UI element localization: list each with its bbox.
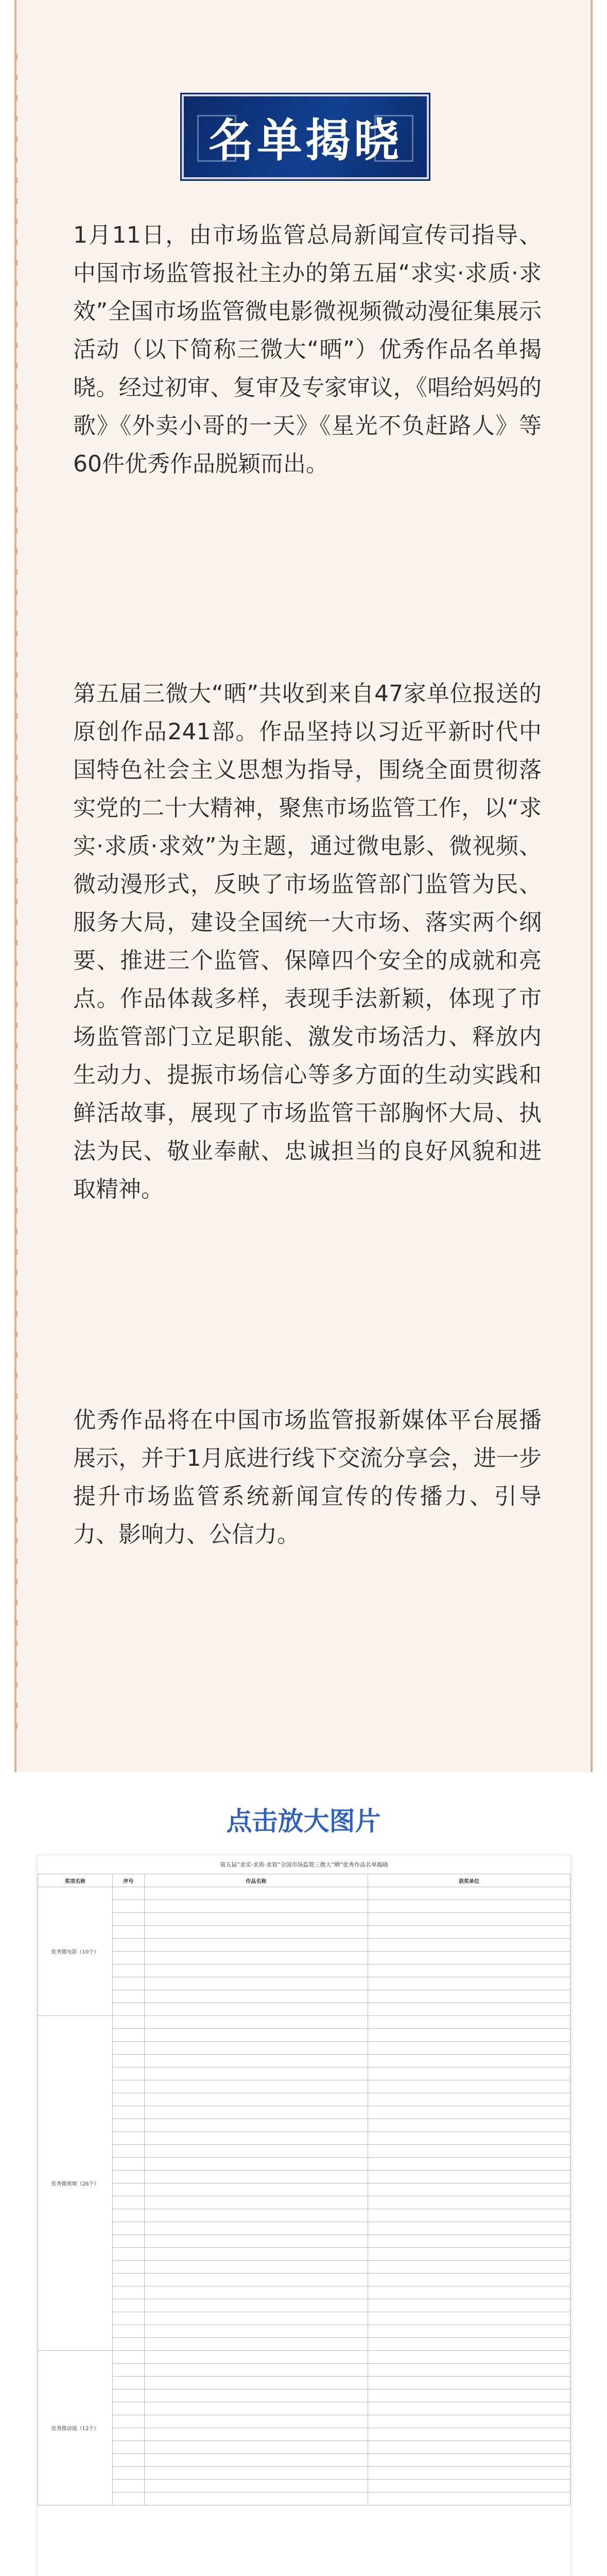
- table-cell: [368, 2377, 570, 2389]
- table-cell: [112, 2325, 144, 2338]
- award-category: 优秀微视频（26个）: [38, 2016, 113, 2351]
- table-row: [38, 2222, 570, 2235]
- table-cell: [368, 1913, 570, 1926]
- table-row: [38, 2235, 570, 2248]
- table-cell: [368, 2183, 570, 2196]
- table-cell: [368, 2080, 570, 2093]
- table-cell: [112, 1887, 144, 1900]
- table-row: [38, 2171, 570, 2183]
- table-cell: [368, 1964, 570, 1977]
- table-cell: [112, 2171, 144, 2183]
- table-row: [38, 2415, 570, 2428]
- award-category: 优秀微电影（10个）: [38, 1887, 113, 2016]
- col-header-award: 奖项名称: [38, 1874, 113, 1887]
- table-row: [38, 2299, 570, 2312]
- table-cell: [368, 2196, 570, 2209]
- table-cell: [144, 1939, 368, 1952]
- table-cell: [144, 2171, 368, 2183]
- table-cell: [112, 2067, 144, 2080]
- table-row: [38, 2261, 570, 2274]
- table-cell: [112, 2183, 144, 2196]
- table-cell: [112, 2132, 144, 2145]
- table-cell: [112, 1990, 144, 2003]
- table-cell: [144, 2467, 368, 2480]
- table-row: [38, 2042, 570, 2055]
- table-cell: [368, 2209, 570, 2222]
- table-cell: [368, 2003, 570, 2016]
- table-cell: [112, 2493, 144, 2505]
- table-cell: [144, 2209, 368, 2222]
- table-cell: [144, 2351, 368, 2364]
- table-cell: [112, 2106, 144, 2119]
- table-row: [38, 2119, 570, 2132]
- table-row: [38, 2080, 570, 2093]
- table-cell: [112, 2196, 144, 2209]
- table-cell: [144, 2183, 368, 2196]
- banner-frame-decoration-left: [197, 115, 236, 162]
- award-category: 优秀微动漫（12个）: [38, 2351, 113, 2505]
- table-cell: [112, 2248, 144, 2261]
- table-row: [38, 2183, 570, 2196]
- table-cell: [144, 2364, 368, 2377]
- table-cell: [368, 2467, 570, 2480]
- table-row: [38, 2029, 570, 2042]
- table-cell: [368, 2389, 570, 2402]
- table-row: [38, 2312, 570, 2325]
- table-cell: [112, 2338, 144, 2351]
- table-cell: [144, 1977, 368, 1990]
- table-cell: [144, 2480, 368, 2493]
- table-cell: [144, 2132, 368, 2145]
- table-cell: [144, 2261, 368, 2274]
- table-cell: [112, 1964, 144, 1977]
- table-row: [38, 2196, 570, 2209]
- table-cell: [144, 1952, 368, 1964]
- table-cell: [368, 2158, 570, 2171]
- table-row: [38, 1952, 570, 1964]
- table-cell: [368, 2493, 570, 2505]
- table-row: [38, 2454, 570, 2467]
- table-cell: [368, 2364, 570, 2377]
- table-cell: [368, 1952, 570, 1964]
- table-cell: [144, 1913, 368, 1926]
- table-row: [38, 2480, 570, 2493]
- article-paragraph-1: 1月11日，由市场监管总局新闻宣传司指导、中国市场监管报社主办的第五届“求实·求质·求效”全国市场监管微电影微视频微动漫征集展示活动（以下简称三微大“晒”）优秀作品名单揭晓。经过初审、复审及专家审议，《唱给妈妈的歌》《外卖小哥的一天》《星光不负赶路人》等60件优秀作品脱颖而出。: [73, 222, 542, 477]
- table-cell: [368, 2428, 570, 2441]
- table-cell: [144, 2389, 368, 2402]
- table-cell: [368, 2222, 570, 2235]
- zoom-image-link[interactable]: 点击放大图片: [226, 1806, 381, 1836]
- table-cell: [112, 2274, 144, 2286]
- table-cell: [112, 2402, 144, 2415]
- table-cell: [144, 2493, 368, 2505]
- table-cell: [112, 2222, 144, 2235]
- table-cell: [144, 2158, 368, 2171]
- table-cell: [112, 2209, 144, 2222]
- table-cell: [368, 2145, 570, 2158]
- table-cell: [368, 2338, 570, 2351]
- table-cell: [144, 2248, 368, 2261]
- table-row: [38, 2003, 570, 2016]
- table-cell: [144, 2299, 368, 2312]
- table-cell: [112, 2364, 144, 2377]
- table-row: [38, 1900, 570, 1913]
- table-cell: [368, 2016, 570, 2029]
- table-cell: [144, 2093, 368, 2106]
- col-header-work: 作品名称: [144, 1874, 368, 1887]
- table-cell: [144, 2235, 368, 2248]
- table-cell: [144, 1926, 368, 1939]
- table-cell: [368, 2415, 570, 2428]
- table-cell: [144, 2119, 368, 2132]
- table-cell: [368, 2055, 570, 2067]
- table-cell: [112, 2377, 144, 2389]
- table-cell: [112, 2428, 144, 2441]
- table-cell: [144, 2325, 368, 2338]
- table-cell: [144, 2055, 368, 2067]
- table-cell: [144, 2042, 368, 2055]
- article-paragraph-3: 优秀作品将在中国市场监管报新媒体平台展播展示，并于1月底进行线下交流分享会，进一步提升市场监管系统新闻宣传的传播力、引导力、影响力、公信力。: [73, 1407, 542, 1548]
- winners-table: [38, 1874, 570, 2505]
- table-row: [38, 1926, 570, 1939]
- winners-list-image[interactable]: [37, 1855, 571, 2576]
- table-cell: [112, 2415, 144, 2428]
- table-cell: [112, 2480, 144, 2493]
- banner-title: 名单揭晓: [208, 113, 402, 167]
- table-row: [38, 1913, 570, 1926]
- table-cell: [112, 2093, 144, 2106]
- table-cell: [112, 2042, 144, 2055]
- table-cell: [144, 2338, 368, 2351]
- table-row: [38, 1977, 570, 1990]
- table-cell: [144, 1990, 368, 2003]
- table-cell: [368, 2042, 570, 2055]
- announcement-banner: [180, 93, 430, 181]
- table-cell: [368, 2029, 570, 2042]
- col-header-index: 序号: [112, 1874, 144, 1887]
- table-cell: [368, 2106, 570, 2119]
- table-cell: [368, 2067, 570, 2080]
- table-cell: [144, 2286, 368, 2299]
- table-cell: [144, 2274, 368, 2286]
- table-cell: [368, 2132, 570, 2145]
- table-row: [38, 2351, 570, 2364]
- table-cell: [112, 2003, 144, 2016]
- table-cell: [368, 2235, 570, 2248]
- table-cell: [368, 2454, 570, 2467]
- table-row: [38, 2055, 570, 2067]
- table-cell: [112, 2286, 144, 2299]
- table-cell: [112, 2029, 144, 2042]
- table-cell: [112, 2389, 144, 2402]
- table-cell: [112, 2351, 144, 2364]
- table-cell: [112, 2299, 144, 2312]
- table-cell: [368, 2351, 570, 2364]
- table-cell: [112, 1977, 144, 1990]
- table-cell: [112, 1952, 144, 1964]
- table-cell: [144, 2222, 368, 2235]
- table-row: [38, 1939, 570, 1952]
- table-cell: [144, 2312, 368, 2325]
- table-cell: [112, 1900, 144, 1913]
- table-cell: [368, 1887, 570, 1900]
- table-cell: [144, 2016, 368, 2029]
- table-cell: [112, 2016, 144, 2029]
- table-cell: [112, 2235, 144, 2248]
- table-row: [38, 2145, 570, 2158]
- table-cell: [112, 1913, 144, 1926]
- table-cell: [144, 2402, 368, 2415]
- col-header-unit: 获奖单位: [368, 1874, 570, 1887]
- table-cell: [368, 1939, 570, 1952]
- table-row: [38, 2402, 570, 2415]
- table-row: [38, 2132, 570, 2145]
- table-cell: [144, 2415, 368, 2428]
- table-row: [38, 2364, 570, 2377]
- table-cell: [112, 2158, 144, 2171]
- table-cell: [144, 2441, 368, 2454]
- table-row: [38, 2093, 570, 2106]
- table-cell: [144, 2029, 368, 2042]
- table-cell: [144, 2067, 368, 2080]
- table-row: [38, 2428, 570, 2441]
- table-cell: [144, 1964, 368, 1977]
- article-paragraph-2: 第五届三微大“晒”共收到来自47家单位报送的原创作品241部。作品坚持以习近平新时代中国特色社会主义思想为指导，围绕全面贯彻落实党的二十大精神，聚焦市场监管工作，以“求实·求质·求效”为主题，通过微电影、微视频、微动漫形式，反映了市场监管部门监管为民、服务大局，建设全国统一大市场、落实两个纲要、推进三个监管、保障四个安全的成就和亮点。作品体裁多样，表现手法新颖，体现了市场监管部门立足职能、激发市场活力、释放内生动力、提振市场信心等多方面的生动实践和鲜活故事，展现了市场监管干部胸怀大局、执法为民、敬业奉献、忠诚担当的良好风貌和进取精神。: [73, 681, 542, 1202]
- table-cell: [144, 2454, 368, 2467]
- table-cell: [368, 2402, 570, 2415]
- table-row: [38, 1964, 570, 1977]
- table-row: [38, 2338, 570, 2351]
- table-cell: [144, 2106, 368, 2119]
- table-row: [38, 2067, 570, 2080]
- table-cell: [112, 2454, 144, 2467]
- table-row: [38, 2493, 570, 2505]
- table-cell: [368, 2325, 570, 2338]
- decorative-dot-border: [14, 46, 18, 1736]
- table-cell: [368, 2274, 570, 2286]
- table-row: [38, 2106, 570, 2119]
- table-row: [38, 2274, 570, 2286]
- table-cell: [368, 2312, 570, 2325]
- table-cell: [144, 2145, 368, 2158]
- table-row: [38, 2377, 570, 2389]
- table-cell: [368, 2480, 570, 2493]
- table-cell: [368, 2441, 570, 2454]
- table-row: [38, 2248, 570, 2261]
- table-cell: [368, 2093, 570, 2106]
- table-row: [38, 2016, 570, 2029]
- banner-frame-decoration-right: [374, 115, 413, 162]
- table-cell: [368, 1900, 570, 1913]
- table-row: [38, 2286, 570, 2299]
- table-cell: [112, 2119, 144, 2132]
- table-cell: [144, 1887, 368, 1900]
- table-cell: [368, 2286, 570, 2299]
- table-cell: [368, 2299, 570, 2312]
- doc-title: 第五届“求实·求质·求效”全国市场监管三微大“晒”优秀作品名单揭晓: [220, 1861, 388, 1868]
- table-cell: [144, 2377, 368, 2389]
- table-cell: [368, 2248, 570, 2261]
- table-cell: [112, 1926, 144, 1939]
- table-row: [38, 2441, 570, 2454]
- table-cell: [368, 1977, 570, 1990]
- table-cell: [112, 2441, 144, 2454]
- table-cell: [144, 2080, 368, 2093]
- table-cell: [112, 2261, 144, 2274]
- table-cell: [112, 2055, 144, 2067]
- table-cell: [112, 2312, 144, 2325]
- table-row: [38, 1887, 570, 1900]
- table-cell: [144, 2003, 368, 2016]
- table-row: [38, 2158, 570, 2171]
- table-row: [38, 2209, 570, 2222]
- table-cell: [368, 1990, 570, 2003]
- table-row: [38, 2389, 570, 2402]
- table-row: [38, 1990, 570, 2003]
- table-cell: [368, 2171, 570, 2183]
- table-cell: [368, 1926, 570, 1939]
- table-cell: [112, 2080, 144, 2093]
- table-cell: [112, 1939, 144, 1952]
- table-row: [38, 2467, 570, 2480]
- table-cell: [112, 2467, 144, 2480]
- table-cell: [368, 2119, 570, 2132]
- table-cell: [112, 2145, 144, 2158]
- table-cell: [368, 2261, 570, 2274]
- table-cell: [144, 2428, 368, 2441]
- table-cell: [144, 2196, 368, 2209]
- table-cell: [144, 1900, 368, 1913]
- table-row: [38, 2325, 570, 2338]
